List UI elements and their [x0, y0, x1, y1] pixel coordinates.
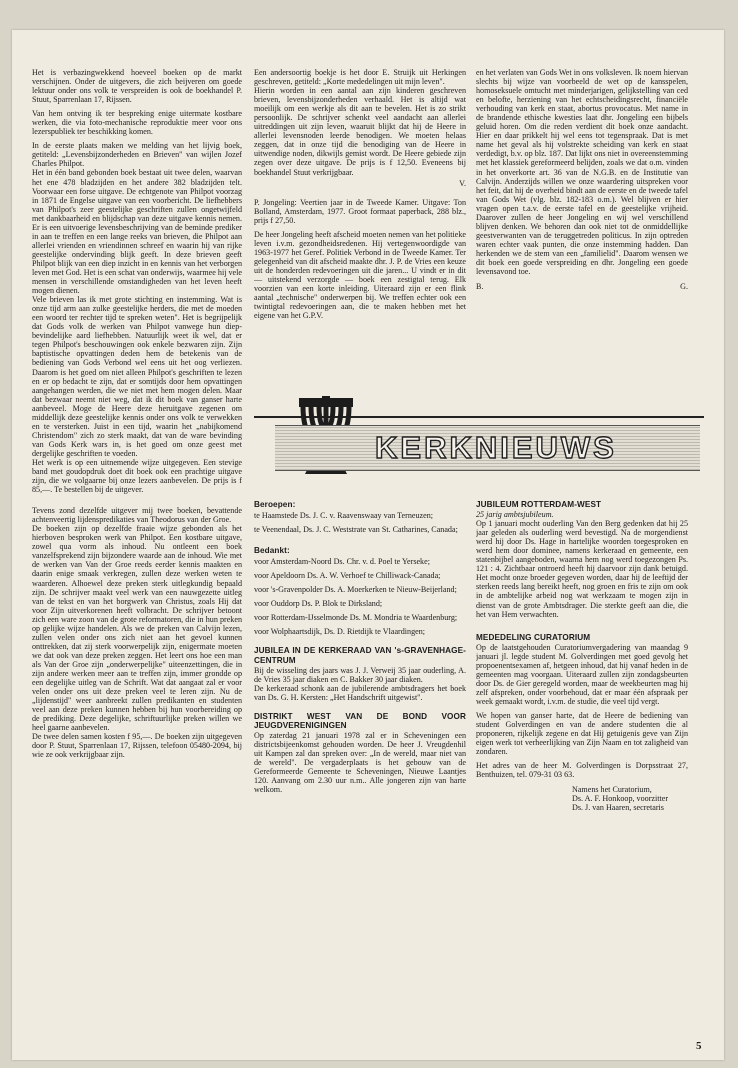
signature-row: [254, 179, 466, 188]
kerknieuws-banner: [275, 425, 700, 471]
page-number: 5: [696, 1040, 702, 1052]
list-item: voor 's-Gravenpolder Ds. A. Moerkerken te Nieuw-Beijerland;: [254, 585, 457, 595]
list-item: te Veenendaal, Ds. J. C. Weststrate van St. Catharines, Canada;: [254, 525, 458, 535]
column-book-reviews: [32, 68, 242, 1028]
paragraph: Het is verbazingwekkend hoeveel boeken op de markt verschijnen. Onder de uitgevers, die zich beijveren om goede lektuur onder ons volk te verspreiden is ook de boekhandel P. Stuut, Sparrenlaan 17, Rijssen.: [32, 68, 242, 105]
paragraph: We hopen van ganser harte, dat de Heere de bediening van student Golverdingen en van de andere studenten die al proponeren, rijkelijk zegene en dat Hij getuigenis geve van Zijn eigen werk tot verheerlijking van Zijn Naam en tot zaligheid van zondaren.: [476, 710, 688, 757]
list-item: voor Ouddorp Ds. P. Blok te Dirksland;: [254, 599, 383, 609]
paragraph: In de eerste plaats maken we melding van het lijvig boek, getiteld: „Levensbijzonderheden en Brieven" van wijlen Jozef Charles Philpot.: [32, 141, 242, 169]
paragraph: De boeken zijn op dezelfde fraaie wijze gebonden als het hierboven besproken werk van Philpot. Een kostbare uitgave, zowel qua vorm als inhoud. Nu ontleent een boek vanzelfsprekend zijn bijzondere waarde aan de inhoud. Wie met de werken van Van der Groe reeds eerder kennis maakten en daarin enige smaak verkregen, zullen deze werken weten te waarderen. Alhoewel deze preken sterk uitlegkundig bepaald zijn. De schrijver maakt veel werk van een nauwgezette uitleg van de tekst en van het borgwerk van Christus, zoals Hij dat voor Zijn uitverkorenen heeft volbracht. De schrijver betoont zich een ware zoon van de grote reformatoren, die in hun preken op gelijke wijze handelen. Als we de preken van Calvijn lezen, zullen velen onder ons zich niet aan het gevoel kunnen onttrekken, dat zij sterk voorwerpelijk zijn, enigermate moeten we dat ook van deze preken zeggen. Het leert ons hoe een man als Van der Groe zijn „onderwerpelijke" uiteenzettingen, die in zijn andere werken meer aan te treffen zijn, immer grondde op een degelijke uitleg van de Schrift. Wat dat aangaat zal er voor velen onder ons uit deze preken veel te leren zijn. Nu de „lijdenstijd" weer aanbreekt zullen predikanten en studenten veel aan deze preken kunnen hebben bij hun voorbereiding op de prediking. Deze degelijke, schriftuurlijke preken willen we heel gaarne aanbevelen.: [32, 524, 242, 733]
signoff-block: [572, 785, 688, 812]
paragraph: P. Jongeling: Veertien jaar in de Tweede Kamer. Uitgave: Ton Bolland, Amsterdam, 1977. Groot formaat paperback, 288 blz., prijs f 27,50.: [254, 197, 466, 225]
column-review-end: [476, 68, 688, 388]
list-item: te Haamstede Ds. J. C. v. Raavenswaay van Terneuzen;: [254, 511, 434, 521]
paragraph: De twee delen samen kosten f 95,—. De boeken zijn uitgegeven door P. Stuut, Sparrenlaan 17, Rijssen, telefoon 05480-2094, bij wie ze ook verkrijgbaar zijn.: [32, 732, 242, 760]
paragraph: Hierin worden in een aantal aan zijn kinderen geschreven brieven, levensbijzonderheden verhaald. Het is altijd wat moeilijk om een werkje als dit aan te bevelen. Het is zo strikt persoonlijk. De schrijver schenkt veel aandacht aan allerlei uitreddingen uit zijn leven, waaruit blijkt dat hij de Heere in allerlei levensnoden leerde benodigen. We moeten helaas zeggen, dat in onze tijd die benodiging van de Heere in uitwendige noden, dikwijls gemist wordt. De Heere gebiede zijn zegen over deze uitgave. De prijs is f 12,50. Eveneens bij boekhandel Stuut verkrijgbaar.: [254, 86, 466, 177]
paragraph: Op de laatstgehouden Curatoriumvergadering van maandag 9 januari jl. legde student M. Golverdingen met goed gevolg het propoenentsexamen af, hetgeen inhoud, dat hij vanaf heden in de gemeenten mag voorgaan. Uiteraard zullen zijn zondagsbeurten door Ds. de Gier geregeld worden, maar de weekbeurten mag hij zelf afspreken, onder voorbehoud, dat er maar één afspraak per week gemaakt wordt, i.v.m. de studie, die veel tijd vergt.: [476, 642, 688, 706]
section-heading-jubileum: JUBILEUM ROTTERDAM-WEST: [476, 500, 602, 509]
section-heading-jubilea: JUBILEA IN DE KERKERAAD VAN 's-GRAVENHAGE-CENTRUM: [254, 646, 466, 665]
paragraph: Het werk is op een uitnemende wijze uitgegeven. Een stevige band met goudopdruk doet dit boek ook een prachtige uitgave zijn, die we volgaarne bij onze lezers aanbevelen. De prijs is f 85,—. Te bestellen bij de uitgever.: [32, 457, 242, 495]
signoff-line: Ds. J. van Haaren, secretaris: [572, 803, 664, 813]
signoff-line: Ds. A. F. Honkoop, voorzitter: [572, 794, 669, 804]
signoff-line: Namens het Curatorium,: [572, 785, 652, 795]
list-item: voor Amsterdam-Noord Ds. Chr. v. d. Poel te Yerseke;: [254, 557, 430, 567]
paragraph: Van hem ontving ik ter bespreking enige uitermate kostbare werken, die via foto-mechanische reproduktie meer voor ons lezerspubliek ter beschikking komen.: [32, 109, 242, 137]
section-heading-district: DISTRIKT WEST VAN DE BOND VOOR JEUGDVERENIGINGEN: [254, 711, 466, 730]
paragraph: Tevens zond dezelfde uitgever mij twee boeken, bevattende achtenveertig lijdenspredikaties van Theodorus van der Groe.: [32, 506, 242, 525]
list-item: voor Wolphaartsdijk, Ds. D. Rietdijk te Vlaardingen;: [254, 627, 426, 637]
paragraph: Een andersoortig boekje is het door E. Struijk uit Herkingen geschreven, getiteld: „Korte mededelingen uit mijn leven".: [254, 68, 466, 87]
paragraph: Bij de wisseling des jaars was J. J. Verweij 35 jaar ouderling, A. de Vries 35 jaar diaken en C. Bakker 30 jaar diaken.: [254, 665, 466, 684]
paragraph: De kerkeraad schonk aan de jubilerende ambtsdragers het boek van Ds. G. H. Kersten: „Het Handschrift uitgewist".: [254, 683, 466, 702]
paragraph: Op zaterdag 21 januari 1978 zal er in Scheveningen een districtsbijeenkomst gehouden worden. De heer J. Vreugdenhil uit Kampen zal dan spreken over: „In de wereld, maar niet van de wereld". De vergaderplaats is het gebouw van de Gereformeerde Gemeente te Scheveningen, Nieuwe Laantjes 120. Aanvang om 2.30 uur n.m.. Alle jongeren zijn van harte welkom.: [254, 730, 466, 795]
paragraph: Het in één band gebonden boek bestaat uit twee delen, waarvan het ene 478 bladzijden en het andere 382 bladzijden telt. Voorwaar een forse uitgave. De echtgenote van Philpot voorzag in 1871 de Engelse uitgave van een voorbericht. De liefhebbers van Philpot's zeer geestelijke geschriften zullen ongetwijfeld met dankbaarheid en blijdschap van deze uitgave kennis nemen. Er is een uitvoerige levensbeschrijving van de beminde prediker in aan te treffen en een lange reeks van brieven, die Philpot aan allerlei vrienden en vriendinnen schreef en waarin hij van rijke geestelijke ondervinding blijk geeft. In deze brieven geeft Philpot blijk van een diep inzicht in en kennis van het verborgen leven met God. Het is een schat van onderwijs, waarmee hij vele mensen in verschillende omstandigheden van het leven heeft mogen dienen.: [32, 168, 242, 296]
paragraph: Het adres van de heer M. Golverdingen is Dorpsstraat 27, Benthuizen, tel. 079-31 03 63.: [476, 761, 688, 780]
paragraph: en het verlaten van Gods Wet in ons volksleven. Ik noem hiervan slechts bij wijze van voorbeeld de wet op de kansspelen, homoseksuele omtucht met minderjarigen, gelijkstelling van ced en belofte, herziening van het echtscheidingsrecht, financiële verhouding van kerk en staat, abortus provocatus. Met name in de brandende ethische kwesties laat dhr. Jongeling een bijbels geluid horen. Om die reden verdient dit boek onze aandacht. Hier en daar prikkelt hij wel eens tot tegenspraak. Dat is met name het geval als hij volstrekte scheiding van kerk en staat verdedigt, b.v. op blz. 187. Dat lijkt ons niet in overeenstemming met het klassiek gereformeerd belijden, zoals we dat o.m. vinden in het onverkorte art. 36 van de N.G.B. en de Institutie van Calvijn. Anderzijds willen we onze waardering uitspreken voor het feit, dat hij de overheid bindt aan de eerste en de tweede tafel van Gods Wet (vlg. blz. 182-183 o.m.). Wel blijven er hier vragen open t.a.v. de eerste tafel en de geestelijke vrijheid. Daarover zullen de heer Jongeling en wij wel verschillend blijven denken. We behoren dan ook niet tot de onmiddellijke geestverwanten van de teruggetreden politicus. In zijn optreden waren echter vaak punten, die onze instemming hadden. Dan herkenden we de stem van een „familielid". Daarom wensen we dit boek een goede verspreiding en dhr. Jongeling een goede levensavond toe.: [476, 68, 688, 277]
list-item: voor Apeldoorn Ds. A. W. Verhoef te Chilliwack-Canada;: [254, 571, 441, 581]
subheading: 25 jarig ambtsjubileum.: [476, 510, 554, 520]
paragraph: Op 1 januari mocht ouderling Van den Berg gedenken dat hij 25 jaar geleden als ouderling werd bevestigd. Na de morgendienst werd hij door Ds. Hage in hartelijke woorden toegesproken en werd hem door dominee, namens kerkeraad en gemeente, een statenbijbel aangeboden, waarna hem nog werd toegezongen Ps. 121 : 4. Zichtbaar ontroerd heeft hij daarvoor zijn dank betuigd. Het mocht onze broeder gegeven worden, daar hij de leeftijd der sterken reeds lang bereikt heeft, nog groen en fris te zijn om ook in de ambtelijke arbeid nog wat werkzaam te mogen zijn in dienst van de grote Ambtsdrager. Die sterkte geeft aan die, die het van Hem verwachten.: [476, 519, 688, 619]
column-church-news: [254, 494, 466, 1034]
section-heading-curatorium: MEDEDELING CURATORIUM: [476, 632, 591, 642]
signature-row: [476, 282, 688, 291]
section-heading-bedankt: Bedankt:: [254, 546, 290, 556]
banner-title: KERKNIEUWS: [375, 430, 617, 465]
signature: V.: [459, 178, 466, 188]
paragraph: De heer Jongeling heeft afscheid moeten nemen van het politieke leven i.v.m. gezondheidsredenen. Hij vertegenwoordigde van 1963-1977 het Geref. Politiek Verbond in de Tweede Kamer. Ter gelegenheid van dit afscheid maakte dhr. J. P. de Vries een keuze uit de honderden redevoeringen uit die jaren... U vindt er in dit — uitstekend verzorgde — boek een zestigtal terug. Elk voorzien van een korte inleiding. Uiteraard zijn er een flink aantal „technische" onderwerpen bij. We treffen echter ook een twintigtal redevoeringen aan, die te maken hebben met het eigene van het G.P.V.: [254, 229, 466, 321]
section-heading-beroepen: Beroepen:: [254, 500, 296, 509]
signature-right: G.: [680, 282, 688, 292]
paragraph: Vele brieven las ik met grote stichting en instemming. Wat is onze tijd arm aan zulke geestelijke herders, die met de moeden een woord ter rechter tijd te spreken weten". Het is begrijpelijk dat Gods volk de werken van Philpot vanwege hun diep-bevindelijke aard liefhebben. Natuurlijk weet ik wel, dat er tegen Philpot's beschouwingen ook enkele bezwaren zijn. Zijn baptistische opvattingen deden hem de betekenis van de bediening van Gods Verbond wel eens uit het oog verliezen. Daarom is het goed om niet alleen Philpot's geschriften te lezen en er op bedacht te zijn, dat er somtijds door hem opvattingen aangehangen werden, die we niet met hem mogen delen. Maar dat bezwaar neemt niet weg, dat ik dit boek van ganser harte aanbeveel. Moge de Heere deze heruitgave zegenen om middellijk deze geestelijke kennis onder ons volk te verwekken en te versterken. Juist in een tijd, waarin het „nabijkomend Christendom" zich zo sterk maakt, dat van de ware bevinding van Gods Kerk wars in, is het goed om onze geest met dergelijke geschriften te voeden.: [32, 295, 242, 458]
signature-left: B.: [476, 282, 484, 292]
column-reviews-continued: [254, 68, 466, 388]
list-item: voor Rotterdam-IJsselmonde Ds. M. Mondria te Waardenburg;: [254, 613, 458, 623]
column-church-news-right: [476, 494, 688, 1034]
